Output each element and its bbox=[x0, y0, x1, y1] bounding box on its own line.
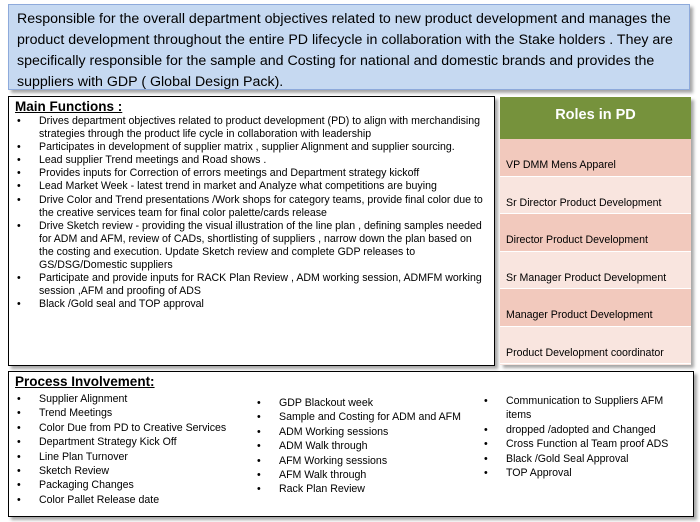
process-column-3 bbox=[482, 394, 687, 480]
list-item: • ADM Working sessions bbox=[255, 425, 480, 439]
list-item: • Cross Function al Team proof ADS bbox=[482, 437, 687, 451]
main-functions-list bbox=[15, 115, 488, 311]
main-functions-box bbox=[8, 96, 495, 366]
summary-box bbox=[8, 4, 690, 90]
list-item: • Sample and Costing for ADM and AFM bbox=[255, 410, 480, 424]
list-item: • Drive Sketch review - providing the visual illustration of the line plan , defining samples needed for ADM and AFM, review of CADs, shortlisting of suppliers , narrow down the plan based on the costing and execution. Update Sketch review and complete GDP releases to GS/DSG/Domestic suppliers bbox=[15, 220, 488, 272]
roles-table bbox=[500, 97, 691, 365]
list-item: • Department Strategy Kick Off bbox=[15, 435, 245, 449]
process-involvement-box bbox=[8, 371, 694, 517]
list-item: • AFM Working sessions bbox=[255, 454, 480, 468]
list-item: • Drives department objectives related to product development (PD) to align with merchandising strategies through the product life cycle in collaboration with leadership bbox=[15, 115, 488, 141]
roles-title: Roles in PD bbox=[500, 97, 691, 139]
list-item: • GDP Blackout week bbox=[255, 396, 480, 410]
list-item: • Participate and provide inputs for RACK Plan Review , ADM working session, ADMFM working session ,AFM and proofing of ADS bbox=[15, 272, 488, 298]
list-item: • Participates in development of supplier matrix , supplier Alignment and supplier sourcing. bbox=[15, 141, 488, 154]
role-row: Sr Manager Product Development bbox=[500, 252, 691, 290]
role-row: Manager Product Development bbox=[500, 289, 691, 327]
list-item: • Packaging Changes bbox=[15, 478, 245, 492]
role-row: Product Development coordinator bbox=[500, 327, 691, 365]
list-item: • Provides inputs for Correction of errors meetings and Department strategy kickoff bbox=[15, 167, 488, 180]
roles-list bbox=[500, 139, 691, 364]
summary-text: Responsible for the overall department objectives related to new product development and manages the product development throughout the entire PD lifecycle in collaboration with the Stake holders . They are specifically responsible for the sample and Costing for national and domestic brands and provides the suppliers with GDP ( Global Design Pack). bbox=[17, 11, 673, 90]
list-item: • Black /Gold Seal Approval bbox=[482, 452, 687, 466]
role-row: Director Product Development bbox=[500, 214, 691, 252]
list-item: • Lead supplier Trend meetings and Road shows . bbox=[15, 154, 488, 167]
list-item: • Lead Market Week - latest trend in market and Analyze what competitions are buying bbox=[15, 180, 488, 193]
list-item: • Color Pallet Release date bbox=[15, 493, 245, 507]
main-functions-title: Main Functions : bbox=[15, 99, 123, 114]
list-item: • TOP Approval bbox=[482, 466, 687, 480]
list-item: • Trend Meetings bbox=[15, 406, 245, 420]
list-item: • AFM Walk through bbox=[255, 468, 480, 482]
list-item: • Communication to Suppliers AFM items bbox=[482, 394, 687, 423]
list-item: • Supplier Alignment bbox=[15, 392, 245, 406]
list-item: • Sketch Review bbox=[15, 464, 245, 478]
list-item: • ADM Walk through bbox=[255, 439, 480, 453]
process-involvement-title: Process Involvement: bbox=[15, 374, 155, 389]
process-column-2 bbox=[255, 396, 480, 497]
list-item: • Line Plan Turnover bbox=[15, 450, 245, 464]
list-item: • Drive Color and Trend presentations /Work shops for category teams, provide final color due to the creative services team for final color palette/cards release bbox=[15, 194, 488, 220]
list-item: • dropped /adopted and Changed bbox=[482, 423, 687, 437]
process-column-1 bbox=[15, 392, 245, 507]
list-item: • Rack Plan Review bbox=[255, 482, 480, 496]
list-item: • Black /Gold seal and TOP approval bbox=[15, 298, 488, 311]
list-item: • Color Due from PD to Creative Services bbox=[15, 421, 245, 435]
role-row: Sr Director Product Development bbox=[500, 177, 691, 215]
role-row: VP DMM Mens Apparel bbox=[500, 139, 691, 177]
